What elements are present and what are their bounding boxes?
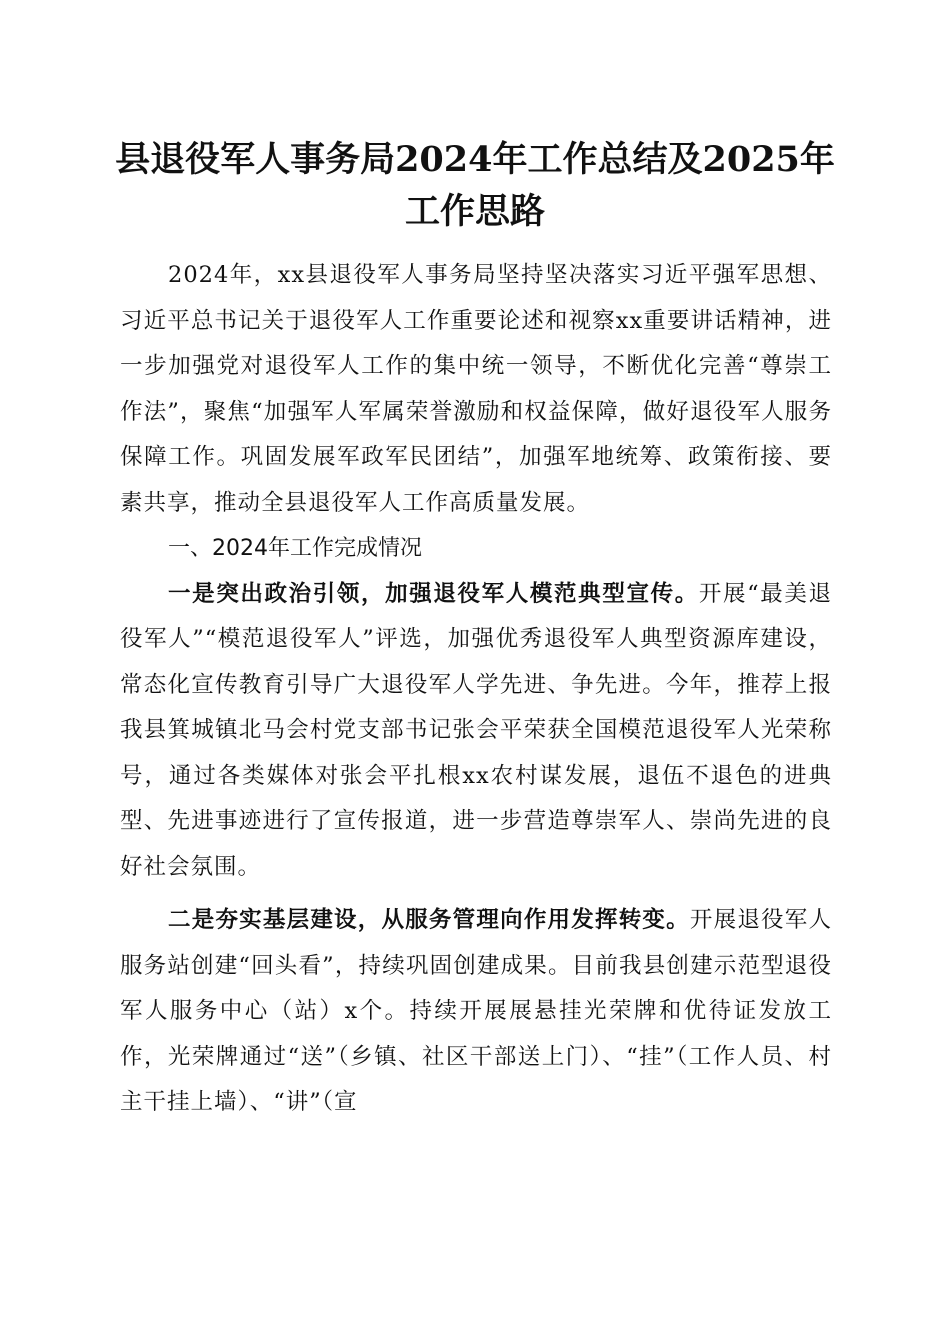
item-1-paragraph	[120, 572, 832, 891]
item-2-lead: 二是夯实基层建设，从服务管理向作用发挥转变。	[168, 907, 690, 933]
title-line-2: 工作思路	[404, 191, 545, 232]
item-1-body: 开展“最美退役军人”“模范退役军人”评选，加强优秀退役军人典型资源库建设，常态化宣传教育引导广大退役军人学先进、争先进。今年，推荐上报我县箕城镇北马会村党支部书记张会平荣获全国模范退役军人光荣称号，通过各类媒体对张会平扎根xx农村谋发展，退伍不退色的进典型、先进事迹进行了宣传报道，进一步营造尊崇军人、崇尚先进的良好社会氛围。	[120, 580, 832, 880]
section-heading: 一、2024年工作完成情况	[168, 536, 422, 561]
item-2-body: 开展退役军人服务站创建“回头看”，持续巩固创建成果。目前我县创建示范型退役军人服务中心（站）x个。持续开展展悬挂光荣牌和优待证发放工作，光荣牌通过“送”（乡镇、社区干部送上门）、“挂”（工作人员、村主干挂上墙）、“讲”（宣	[120, 907, 832, 1115]
paragraph-gap	[120, 890, 832, 898]
title-line-1: 县退役军人事务局2024年工作总结及2025年	[115, 139, 835, 180]
intro-paragraph: 2024年，xx县退役军人事务局坚持坚决落实习近平强军思想、习近平总书记关于退役军人工作重要论述和视察xx重要讲话精神，进一步加强党对退役军人工作的集中统一领导，不断优化完善“尊崇工作法”，聚焦“加强军人军属荣誉激励和权益保障，做好退役军人服务保障工作。巩固发展军政军民团结”，加强军地统筹、政策衔接、要素共享，推动全县退役军人工作高质量发展。	[120, 262, 832, 516]
item-2-paragraph	[120, 898, 832, 1126]
item-1-lead: 一是突出政治引领，加强退役军人模范典型宣传。	[168, 580, 699, 607]
document-title	[60, 134, 890, 238]
document-body	[120, 253, 832, 1126]
